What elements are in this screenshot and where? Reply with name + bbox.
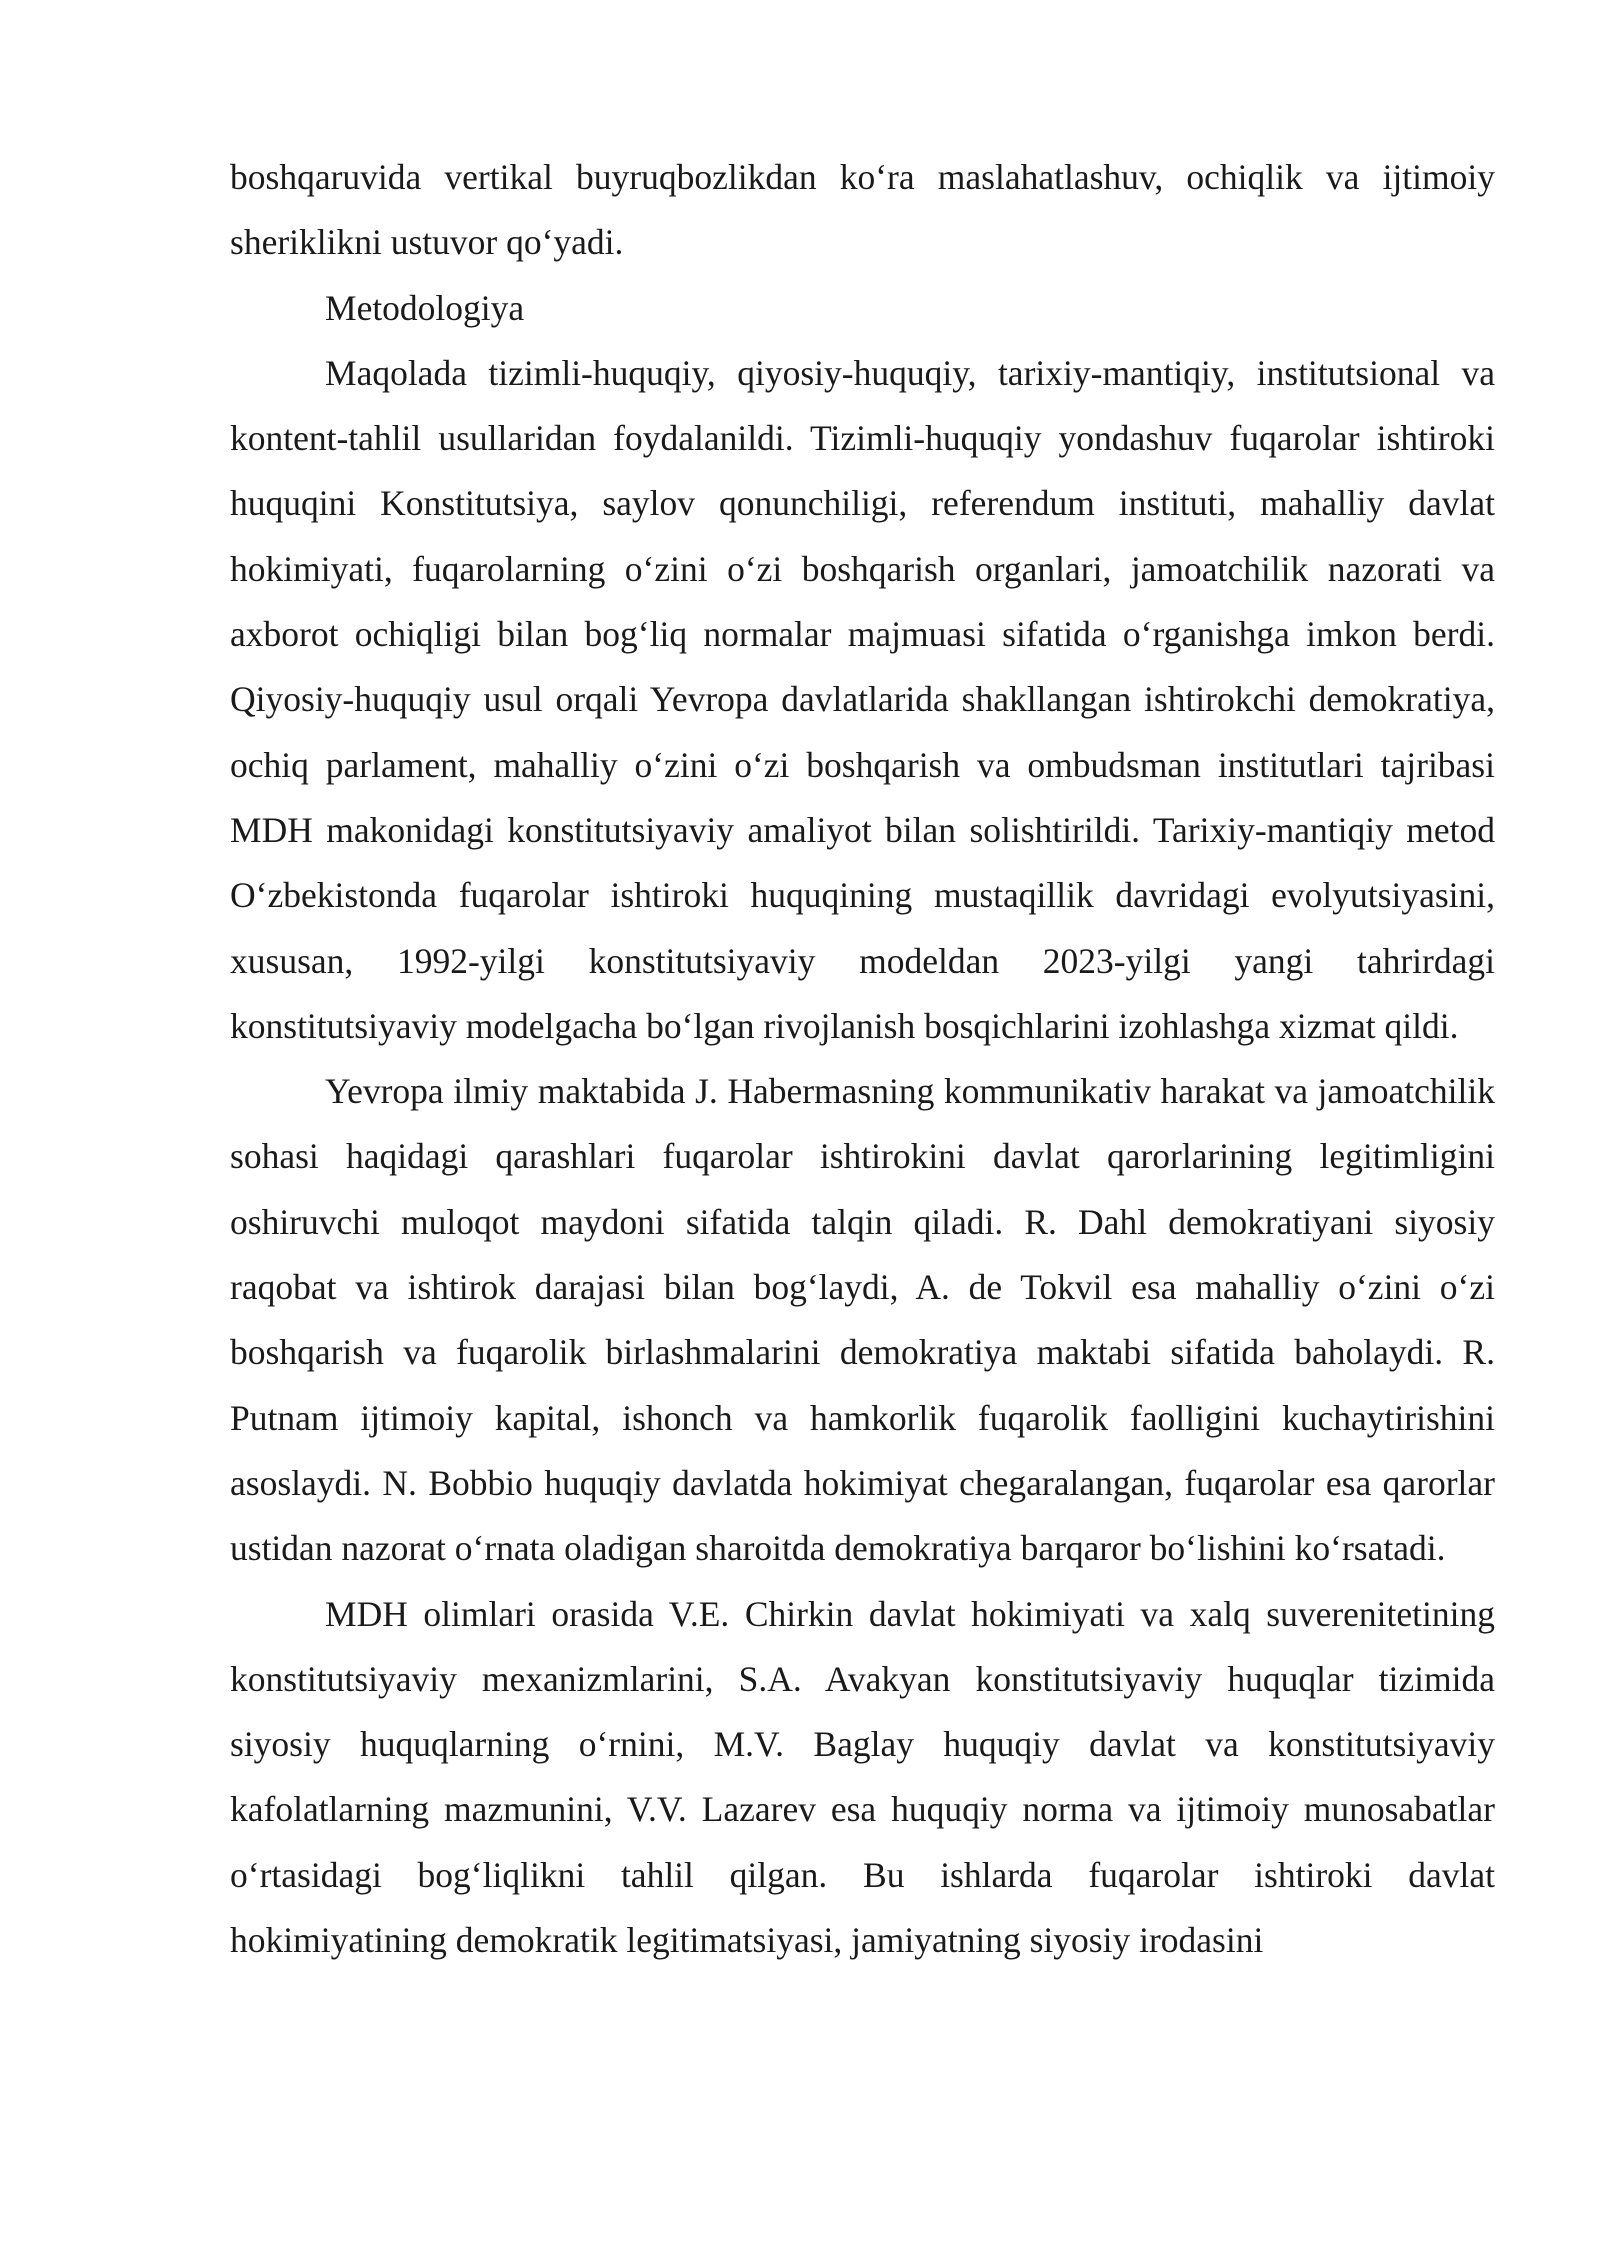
- paragraph-methods: Maqolada tizimli-huquqiy, qiyosiy-huquqiy, tarixiy-mantiqiy, institutsional va kontent-tahlil usullaridan foydalanildi. Tizimli-huquqiy yondashuv fuqarolar ishtiroki huquqini Konstitutsiya, saylov qonunchiligi, referendum instituti, mahalliy davlat hokimiyati, fuqarolarning o‘zini o‘zi boshqarish organlari, jamoatchilik nazorati va axborot ochiqligi bilan bog‘liq normalar majmuasi sifatida o‘rganishga imkon berdi. Qiyosiy-huquqiy usul orqali Yevropa davlatlarida shakllangan ishtirokchi demokratiya, ochiq parlament, mahalliy o‘zini o‘zi boshqarish va ombudsman institutlari tajribasi MDH makonidagi konstitutsiyaviy amaliyot bilan solishtirildi. Tarixiy-mantiqiy metod O‘zbekistonda fuqarolar ishtiroki huquqining mustaqillik davridagi evolyutsiyasini, xususan, 1992-yilgi konstitutsiyaviy modeldan 2023-yilgi yangi tahrirdagi konstitutsiyaviy modelgacha bo‘lgan rivojlanish bosqichlarini izohlashga xizmat qildi.: [230, 352, 1495, 1046]
- paragraph-european-school: Yevropa ilmiy maktabida J. Habermasning kommunikativ harakat va jamoatchilik sohasi haqidagi qarashlari fuqarolar ishtirokini davlat qarorlarining legitimligini oshiruvchi muloqot maydoni sifatida talqin qiladi. R. Dahl demokratiyani siyosiy raqobat va ishtirok darajasi bilan bog‘laydi, A. de Tokvil esa mahalliy o‘zini o‘zi boshqarish va fuqarolik birlashmalarini demokratiya maktabi sifatida baholaydi. R. Putnam ijtimoiy kapital, ishonch va hamkorlik fuqarolik faolligini kuchaytirishini asoslaydi. N. Bobbio huquqiy davlatda hokimiyat chegaralangan, fuqarolar esa qarorlar ustidan nazorat o‘rnata oladigan sharoitda demokratiya barqaror bo‘lishini ko‘rsatadi.: [230, 1071, 1495, 1569]
- paragraph-cis-scholars: MDH olimlari orasida V.E. Chirkin davlat hokimiyati va xalq suverenitetining konstitutsiyaviy mexanizmlarini, S.A. Avakyan konstitutsiyaviy huquqlar tizimida siyosiy huquqlarning o‘rnini, M.V. Baglay huquqiy davlat va konstitutsiyaviy kafolatlarning mazmunini, V.V. Lazarev esa huquqiy norma va ijtimoiy munosabatlar o‘rtasidagi bog‘liqlikni tahlil qilgan. Bu ishlarda fuqarolar ishtiroki davlat hokimiyatining demokratik legitimatsiyasi, jamiyatning siyosiy irodasini: [230, 1593, 1495, 1961]
- section-heading: Metodologiya: [325, 287, 525, 328]
- body-text: [230, 145, 1495, 1973]
- paragraph-continuation: boshqaruvida vertikal buyruqbozlikdan ko‘ra maslahatlashuv, ochiqlik va ijtimoiy sheriklikni ustuvor qo‘yadi.: [230, 157, 1495, 263]
